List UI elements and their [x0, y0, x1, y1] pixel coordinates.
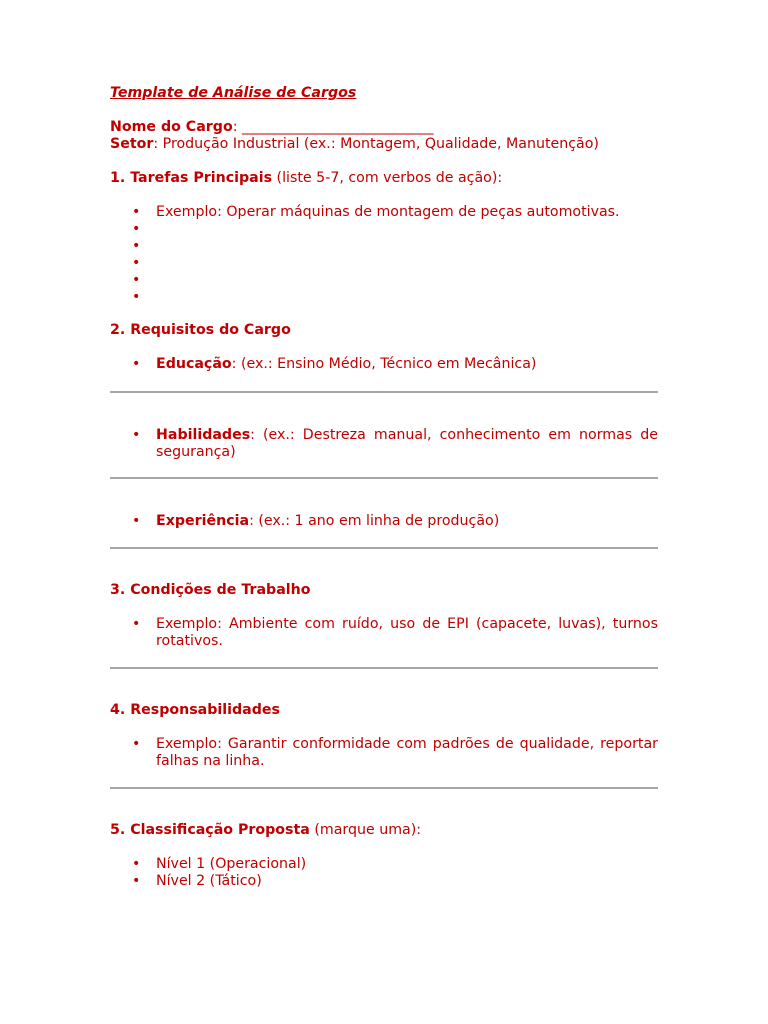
section5-heading-line — [110, 822, 658, 839]
experiencia-label: Experiência — [156, 513, 250, 529]
section1-heading-line — [110, 170, 658, 187]
section2-experiencia-list — [110, 513, 658, 530]
list-item — [110, 356, 658, 373]
option-nivel-1: Nível 1 (Operacional) — [156, 856, 307, 872]
list-item — [110, 873, 658, 890]
section5-list — [110, 856, 658, 890]
list-item-empty — [110, 221, 658, 238]
cargo-line — [110, 119, 658, 136]
document-title: Template de Análise de Cargos — [110, 85, 357, 101]
section4-example: Exemplo: Garantir conformidade com padrões de qualidade, reportar falhas na linha. — [156, 736, 658, 769]
experiencia-text: : (ex.: 1 ano em linha de produção) — [249, 513, 500, 529]
educacao-text: : (ex.: Ensino Médio, Técnico em Mecânica) — [231, 356, 537, 372]
bullet: • — [132, 873, 141, 889]
bullet: • — [132, 356, 141, 372]
bullet: • — [132, 616, 141, 632]
list-item — [110, 736, 658, 770]
section3-heading: 3. Condições de Trabalho — [110, 582, 311, 598]
section1-example: Exemplo: Operar máquinas de montagem de peças automotivas. — [156, 204, 620, 220]
section1-list — [110, 204, 658, 306]
list-item-empty — [110, 255, 658, 272]
bullet: • — [132, 513, 141, 529]
list-item — [110, 513, 658, 530]
setor-text: : Produção Industrial (ex.: Montagem, Qualidade, Manutenção) — [153, 136, 599, 152]
bullet: • — [132, 272, 141, 288]
list-item — [110, 616, 658, 650]
setor-line — [110, 136, 658, 153]
option-nivel-2: Nível 2 (Tático) — [156, 873, 262, 889]
bullet: • — [132, 204, 141, 220]
cargo-colon: : — [232, 119, 238, 135]
list-item-empty — [110, 289, 658, 306]
section4-list — [110, 736, 658, 770]
educacao-label: Educação — [156, 356, 232, 372]
section5-note: (marque uma): — [309, 822, 422, 838]
section3-example: Exemplo: Ambiente com ruído, uso de EPI (capacete, luvas), turnos rotativos. — [156, 616, 658, 649]
section2-habilidades-list — [110, 427, 658, 461]
section1-heading: 1. Tarefas Principais — [110, 170, 273, 186]
setor-label: Setor — [110, 136, 154, 152]
section1-note: (liste 5-7, com verbos de ação): — [272, 170, 503, 186]
cargo-label: Nome do Cargo — [110, 119, 233, 135]
document-page — [110, 85, 658, 890]
section4-heading: 4. Responsabilidades — [110, 702, 280, 718]
bullet: • — [132, 238, 141, 254]
section2-heading: 2. Requisitos do Cargo — [110, 322, 291, 338]
list-item — [110, 856, 658, 873]
bullet: • — [132, 856, 141, 872]
bullet: • — [132, 255, 141, 271]
cargo-blank: ___________________________ — [237, 119, 434, 135]
bullet: • — [132, 427, 141, 443]
list-item-empty — [110, 272, 658, 289]
section2-educacao-list — [110, 356, 658, 373]
bullet: • — [132, 289, 141, 305]
list-item-empty — [110, 238, 658, 255]
list-item — [110, 204, 658, 221]
list-item — [110, 427, 658, 461]
bullet: • — [132, 221, 141, 237]
habilidades-text: : (ex.: Destreza manual, conhecimento em normas de segurança) — [156, 427, 658, 460]
section5-heading: 5. Classificação Proposta — [110, 822, 310, 838]
habilidades-label: Habilidades — [156, 427, 251, 443]
section3-list — [110, 616, 658, 650]
bullet: • — [132, 736, 141, 752]
